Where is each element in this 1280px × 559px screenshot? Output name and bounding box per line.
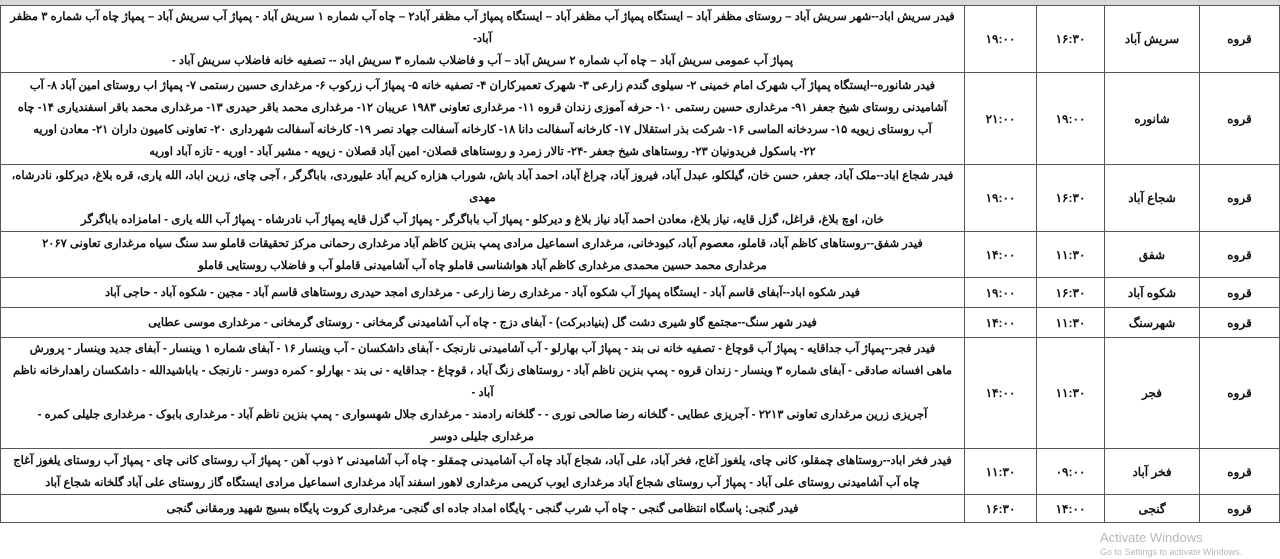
feeder-cell: شهرسنگ <box>1105 308 1200 338</box>
feeder-cell: شانوره <box>1105 73 1200 165</box>
affected-areas-cell <box>1 449 965 495</box>
start-time-cell: ۱۹:۰۰ <box>1037 73 1105 165</box>
end-time-cell: ۱۴:۰۰ <box>965 338 1037 449</box>
start-time-cell: ۰۹:۰۰ <box>1037 449 1105 495</box>
area-line: فیدر شهر سنگ--مجتمع گاو شیری دشت گل (بنیادبرکت) - آبفای دزج - چاه آب آشامیدنی گرمخانی - روستای گرمخانی - مرغداری موسی عطایی <box>148 316 817 329</box>
area-line: چاه آب آشامیدنی روستای علی آباد - پمپاژ آب روستای شجاع آباد مرغداری ایوب کریمی مرغداری لاهور اسفند آباد مرغداری اسماعیل مرادی ایستگاه گاز روستای علی آباد گلخانه شجاع آباد <box>45 476 920 489</box>
end-time-cell: ۱۹:۰۰ <box>965 278 1037 308</box>
start-time-cell: ۱۱:۳۰ <box>1037 232 1105 278</box>
area-line: آشامیدنی روستای شیخ جعفر ۹۱- مرغداری حسین رستمی ۱۰- حرفه آموزی زندان قروه ۱۱- مرغداری تعاونی ۱۹۸۳ عریبان ۱۲- مرغداری محمد باقر حیدری ۱۳- مرغداری محمد باقر اسفندیاری ۱۴- چاه <box>17 101 948 114</box>
feeder-cell: گنجی <box>1105 495 1200 523</box>
feeder-cell: فجر <box>1105 338 1200 449</box>
end-time-cell: ۱۴:۰۰ <box>965 308 1037 338</box>
area-line: مرغداری جلیلی دوسر <box>430 431 535 443</box>
end-time-cell: ۱۴:۰۰ <box>965 232 1037 278</box>
affected-areas-cell <box>1 6 965 73</box>
feeder-cell: شکوه آباد <box>1105 278 1200 308</box>
table-row <box>1 73 1280 165</box>
start-time-cell: ۱۶:۳۰ <box>1037 278 1105 308</box>
table-row <box>1 165 1280 232</box>
city-cell: قروه <box>1200 6 1280 73</box>
affected-areas-cell <box>1 73 965 165</box>
end-time-cell: ۱۱:۳۰ <box>965 449 1037 495</box>
affected-areas-cell <box>1 308 965 338</box>
area-line: فیدر فجر--پمپاژ آب جداقایه - پمپاژ آب قوچاغ - تصفیه خانه نی بند - پمپاژ آب بهارلو - آب آشامیدنی نارنجک - آبفای داشکسان - آب وینسار ۱۶ - آبفای شماره ۱ وینسار - آبفای جدید وینسار - پرورش <box>29 343 936 355</box>
watermark-title: Activate Windows <box>1100 530 1203 545</box>
affected-areas-cell <box>1 165 965 232</box>
area-line: فیدر شکوه اباد--آبفای قاسم آباد - ایستگاه پمپاژ آب شکوه آباد - مرغداری رضا زارعی - مرغداری امجد حیدری روستاهای قاسم آباد - مجین - شکوه آباد - حاجی آباد <box>104 286 861 299</box>
start-time-cell: ۱۶:۳۰ <box>1037 6 1105 73</box>
city-cell: قروه <box>1200 449 1280 495</box>
area-line: پمپاژ آب عمومی سریش آباد – چاه آب شماره ۲ سریش آباد – آب و فاضلاب شماره ۳ سریش اباد -- تصفیه خانه فاضلاب سریش آباد - <box>171 55 794 67</box>
table-row <box>1 308 1280 338</box>
end-time-cell: ۱۹:۰۰ <box>965 165 1037 232</box>
area-line: خان، اوچ بلاغ، قراغل، گزل قایه، نیاز بلاغ، معادن احمد آباد نیاز بلاغ و دیرکلو - پمپاژ آب باباگرگر - پمپاژ آب گزل قایه پمپاژ آب نادرشاه - پمپاژ آب الله یاری - امامزاده باباگرگر <box>81 214 884 226</box>
start-time-cell: ۱۴:۰۰ <box>1037 495 1105 523</box>
city-cell: قروه <box>1200 73 1280 165</box>
area-line: آجریزی زرین مرغداری تعاونی ۲۲۱۳ - آجریزی عطایی - گلخانه رضا صالحی نوری - - گلخانه رادمند - مرغداری جلال شهسواری - پمپ بنزین ناظم آباد - مرغداری بابوک - مرغداری جلیلی کمره - <box>37 409 928 421</box>
area-line: فیدر شانوره--ایستگاه پمپاژ آب شهرک امام خمینی ۲- سیلوی گندم زارعی ۳- شهرک تعمیرکاران ۴- تصفیه خانه ۵- پمپاژ آب زرکوب ۶- مرغداری حسین رستمی ۷- پمپاژ اب روستای امین آباد ۸- آب <box>29 79 936 92</box>
watermark-subtitle: Go to Settings to activate Windows. <box>1100 547 1243 557</box>
city-cell: قروه <box>1200 278 1280 308</box>
end-time-cell: ۱۹:۰۰ <box>965 6 1037 73</box>
feeder-cell: شجاع آباد <box>1105 165 1200 232</box>
end-time-cell: ۱۶:۳۰ <box>965 495 1037 523</box>
table-row <box>1 449 1280 495</box>
table-row <box>1 495 1280 523</box>
feeder-cell: شفق <box>1105 232 1200 278</box>
area-line: ماهی افسانه صادقی - آبفای شماره ۳ وینسار - زندان قروه - پمپ بنزین ناظم آباد - روستاهای زنگ آباد ، قوچاغ - جداقایه - نی بند - بهارلو - کمره دوسر - نارنجک - باباشیدالله - داشکسان راهدارخانه ناظم آباد - <box>13 365 952 399</box>
start-time-cell: ۱۱:۳۰ <box>1037 308 1105 338</box>
table-row <box>1 278 1280 308</box>
table-row <box>1 6 1280 73</box>
affected-areas-cell <box>1 278 965 308</box>
area-line: ۲۲- باسکول فریدونیان ۲۳- روستاهای شیخ جعفر -۲۴- تالار زمرد و روستاهای قصلان- امین آباد قصلان - زیویه - مشیر آباد - اوریه - تازه آباد اوریه <box>149 145 816 158</box>
affected-areas-cell <box>1 232 965 278</box>
start-time-cell: ۱۱:۳۰ <box>1037 338 1105 449</box>
start-time-cell: ۱۶:۳۰ <box>1037 165 1105 232</box>
area-line: آب روستای زیویه ۱۵- سردخانه الماسی ۱۶- شرکت بذر استقلال ۱۷- کارخانه آسفالت دانا ۱۸- کارخانه آسفالت جهاد نصر ۱۹- کارخانه آسفالت شهرداری ۲۰- تعاونی کامیون داران ۲۱- معادن اوریه <box>33 123 932 136</box>
area-line: فیدر شجاع اباد--ملک آباد، جعفر، حسن خان، گیلکلو، عبدل آباد، فیروز آباد، چراغ آباد، احمد آباد باش، شوراب هزاره کریم آباد علیوردی، باباگرگر ، آجی چای، زرین اباد، الله یاری، قره بلاغ، دیرکلو، نادرشاه، مهدی <box>11 170 954 204</box>
area-line: فیدر گنجی: پاسگاه انتظامی گنجی - چاه آب شرب گنجی - پایگاه امداد جاده ای گنجی- مرغداری کروت پایگاه بسیج شهید ورمقانی گنجی <box>166 502 799 515</box>
feeder-cell: سریش آباد <box>1105 6 1200 73</box>
outage-schedule-table <box>0 5 1280 523</box>
table-row <box>1 232 1280 278</box>
city-cell: قروه <box>1200 165 1280 232</box>
area-line: فیدر سریش اباد--شهر سریش آباد – روستای مظفر آباد – ایستگاه پمپاژ آب مظفر آباد – ایستگاه پمپاژ آب مظفر آباد۲ – چاه آب شماره ۱ سریش آباد - پمپاژ آب سریش آباد – پمپاژ چاه آب شماره ۳ مظفر آباد- <box>10 11 955 45</box>
area-line: فیدر شفق--روستاهای کاظم آباد، قاملو، معصوم آباد، کبودخانی، مرغداری اسماعیل مرادی پمپ بنزین کاظم آباد مرغداری رحمانی مرکز تحقیقات قاملو سد سنگ سیاه مرغداری تعاونی ۲۰۶۷ <box>42 237 923 250</box>
affected-areas-cell <box>1 495 965 523</box>
affected-areas-cell <box>1 338 965 449</box>
city-cell: قروه <box>1200 338 1280 449</box>
city-cell: قروه <box>1200 308 1280 338</box>
area-line: فیدر فخر اباد--روستاهای چمقلو، کانی چای، یلغوز آغاج، فخر آباد، علی آباد، شجاع آباد چاه آب آشامیدنی چمقلو - چاه آب آشامیدنی ۲ ذوب آهن - پمپاژ آب روستای کانی چای - پمپاژ آب روستای یلغوز آغاج <box>13 454 952 467</box>
table-row <box>1 338 1280 449</box>
city-cell: قروه <box>1200 495 1280 523</box>
end-time-cell: ۲۱:۰۰ <box>965 73 1037 165</box>
city-cell: قروه <box>1200 232 1280 278</box>
activate-windows-watermark <box>1100 531 1280 559</box>
area-line: مرغداری محمد حسین محمدی مرغداری کاظم آباد هواشناسی قاملو چاه آب آشامیدنی قاملو آب و فاضلاب روستایی قاملو <box>198 259 767 272</box>
feeder-cell: فخر آباد <box>1105 449 1200 495</box>
